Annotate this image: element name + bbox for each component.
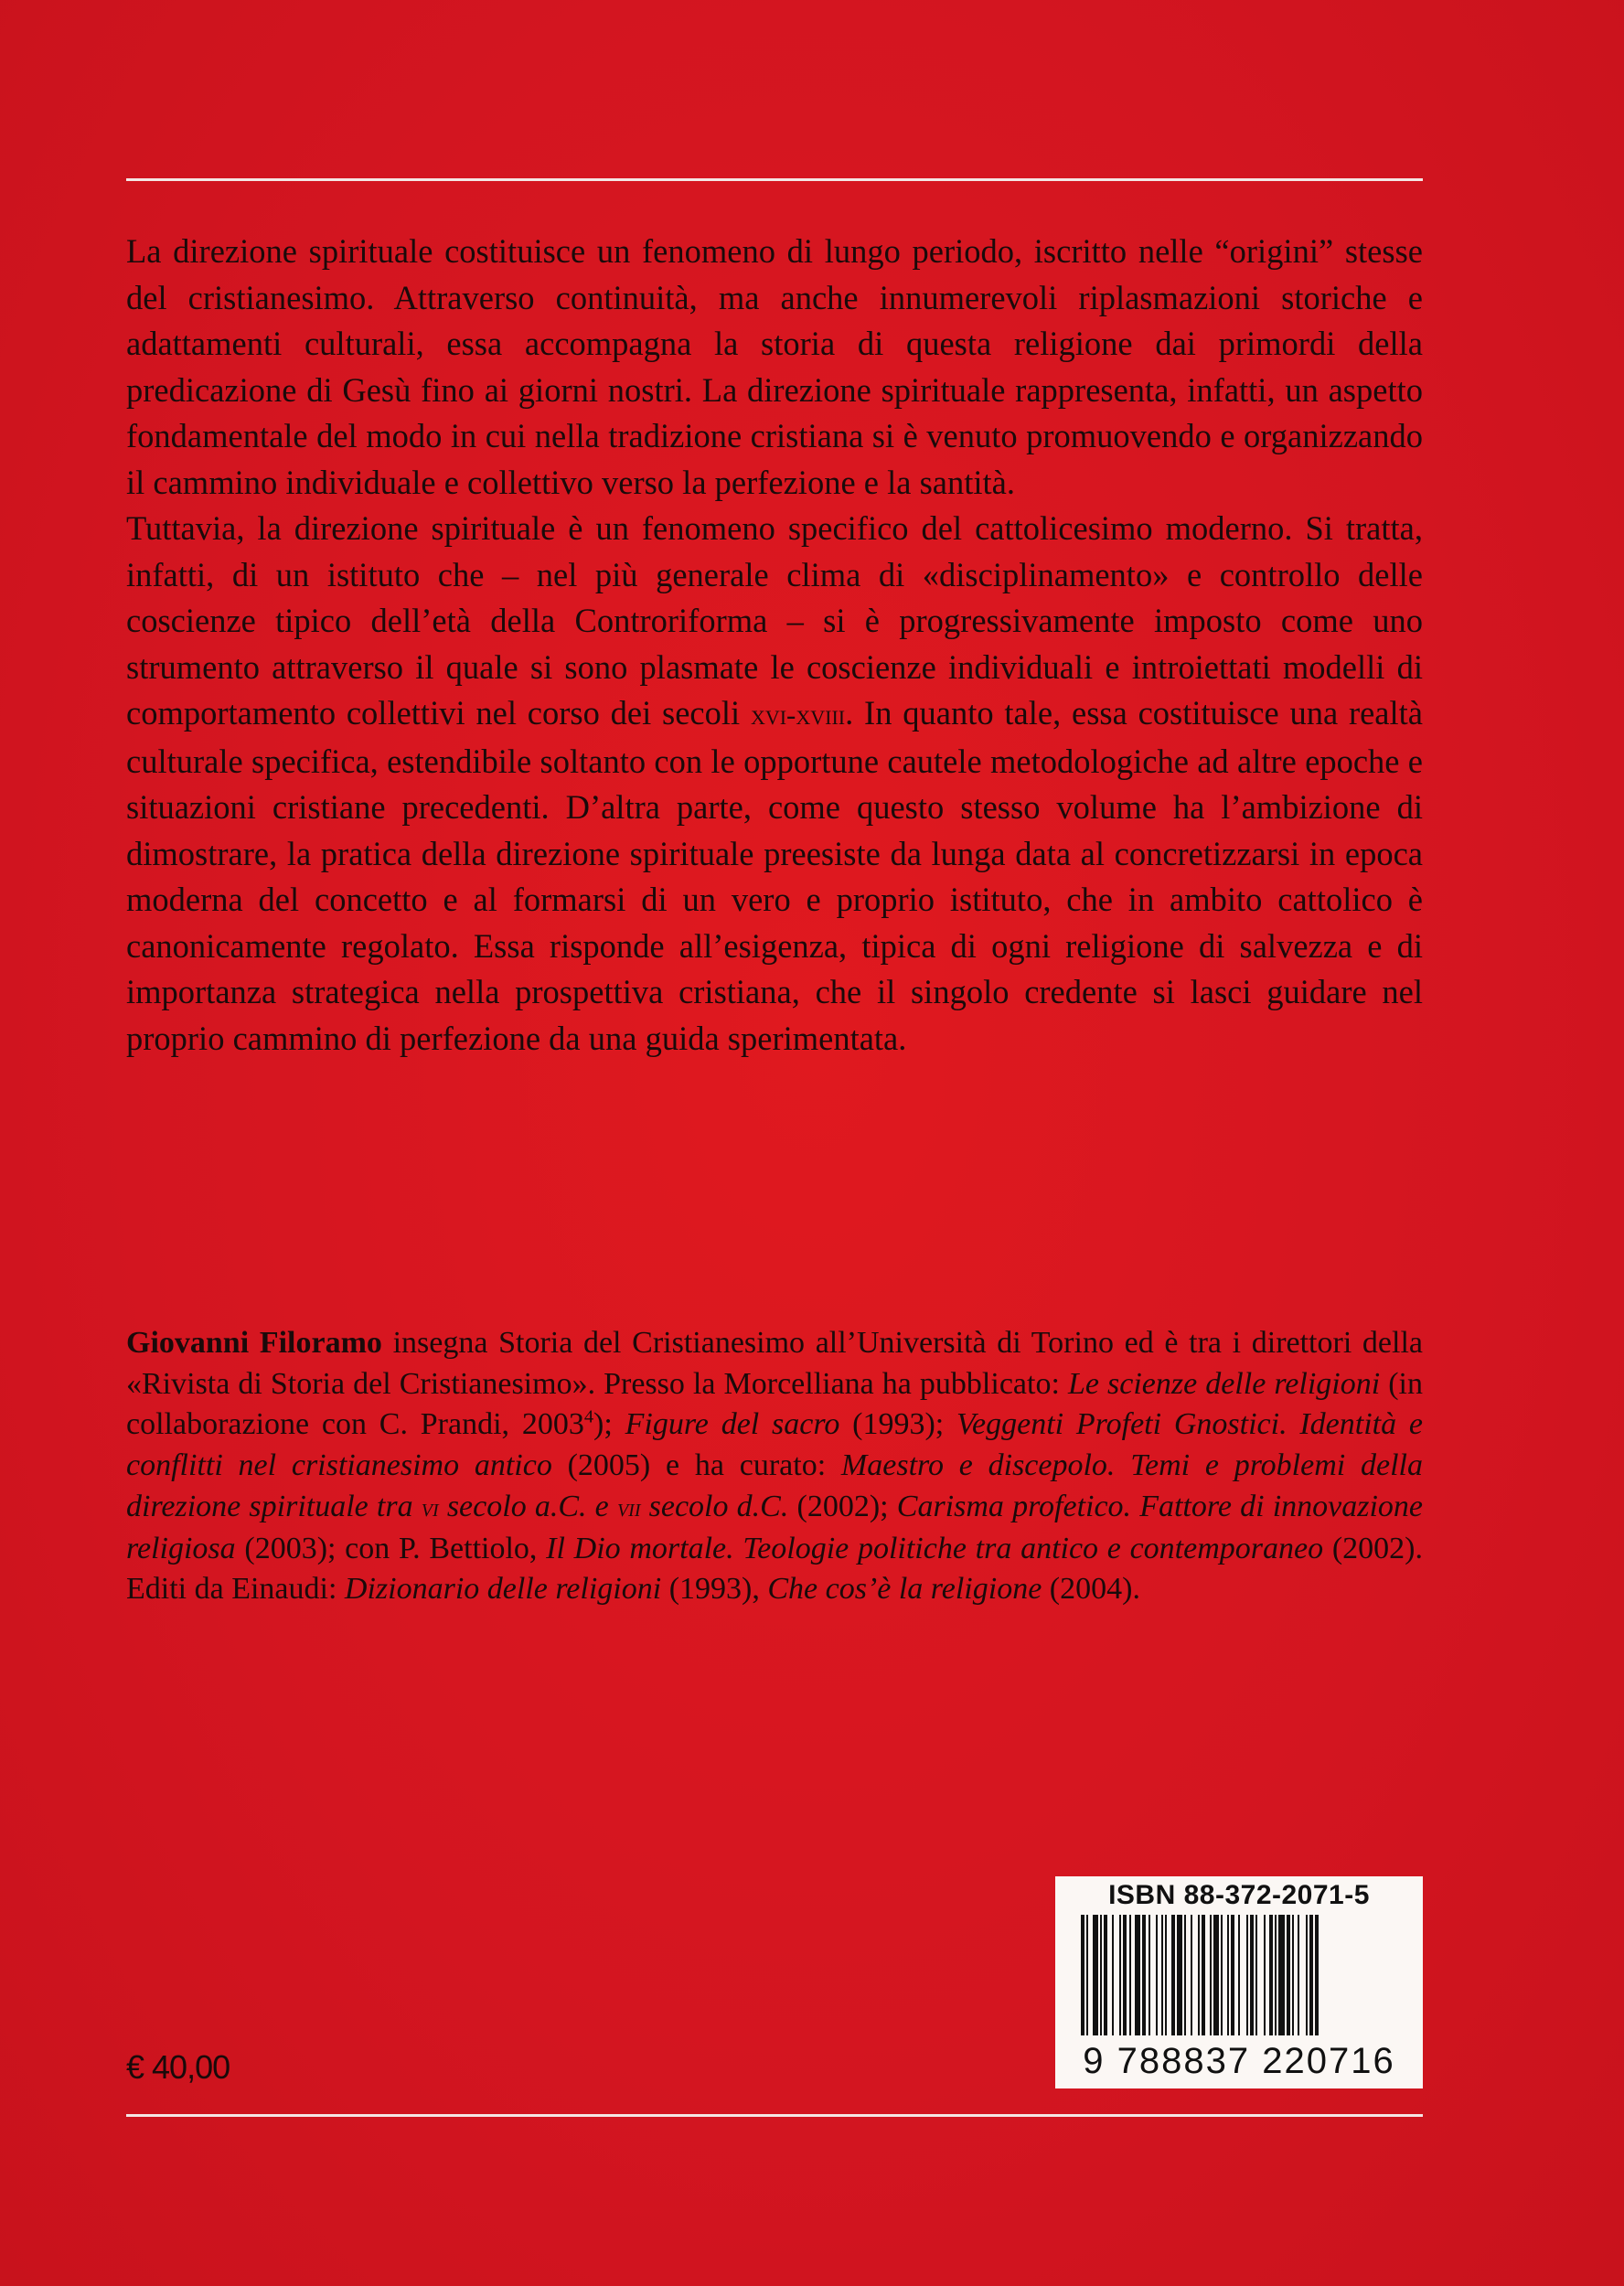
- barcode-bar: [1315, 1915, 1319, 2035]
- barcode-bar: [1093, 1915, 1098, 2035]
- barcode-bar: [1250, 1915, 1254, 2035]
- barcode-bar: [1104, 1915, 1107, 2035]
- barcode-bar: [1171, 1915, 1175, 2035]
- barcode-bar: [1278, 1915, 1284, 2035]
- barcode-bar: [1135, 1915, 1140, 2035]
- barcode-bar: [1264, 1915, 1266, 2035]
- barcode-bar: [1298, 1915, 1299, 2035]
- bio-text: insegna Storia del Cristianesimo all’Università di Torino ed è tra i direttori della «Rivista di Storia del Cristianesimo». Presso la Morcelliana ha pubblicato:: [126, 1326, 1424, 1401]
- century-label: vi: [421, 1492, 439, 1522]
- bio-text: (2005) e ha curato:: [551, 1448, 841, 1483]
- author-bio: [126, 1323, 1423, 1610]
- bio-text: (2004).: [1042, 1572, 1140, 1607]
- barcode-bar: [1123, 1915, 1127, 2035]
- book-title: Figure del sacro: [625, 1407, 840, 1442]
- barcode-bar: [1161, 1915, 1163, 2035]
- barcode-bar: [1081, 1915, 1084, 2035]
- barcode-bar: [1287, 1915, 1290, 2035]
- barcode-bar: [1231, 1915, 1234, 2035]
- top-rule: [126, 178, 1423, 181]
- barcode-bar: [1210, 1915, 1212, 2035]
- blurb-text: Tuttavia, la direzione spirituale è un fenomeno specifico del cattolicesimo moderno. Si tratta, infatti, di un istituto che – nel più generale clima di «disciplinamento» e controllo delle coscienze tipico dell’età della Controriforma – si è progressivamente imposto come uno strumento attraverso il quale si sono plasmate le coscienze individuali e introiettati modelli di comportamento collettivi nel corso dei secoli: [126, 509, 1423, 732]
- book-title-part: secolo d.C.: [640, 1489, 789, 1523]
- barcode-bar: [1213, 1915, 1219, 2035]
- book-title-part: secolo a.C. e: [438, 1489, 617, 1523]
- bottom-rule: [126, 2114, 1423, 2117]
- book-title: Carisma profetico. Fattore di innovazione religiosa: [126, 1489, 1424, 1565]
- barcode-bar: [1129, 1915, 1131, 2035]
- barcode-bar: [1275, 1915, 1277, 2035]
- bio-text: (1993),: [661, 1572, 768, 1607]
- bio-text: (in collaborazione con C. Prandi, 2003: [126, 1366, 1423, 1442]
- price-label: € 40,00: [126, 2048, 230, 2086]
- isbn-barcode: [1055, 1876, 1423, 2088]
- book-title: Le scienze delle religioni: [1067, 1366, 1381, 1401]
- edition-superscript: 4: [583, 1407, 594, 1428]
- barcode-bar: [1221, 1915, 1223, 2035]
- book-title-part: Maestro e discepolo. Temi e problemi della direzione spirituale tra: [126, 1448, 1423, 1523]
- author-name: Giovanni Filoramo: [126, 1326, 382, 1360]
- blurb-paragraph-2: [126, 506, 1423, 1062]
- book-title: Dizionario delle religioni: [344, 1572, 662, 1607]
- barcode-bar: [1309, 1915, 1313, 2035]
- bio-text: );: [593, 1407, 625, 1442]
- centuries-label: xvi-xviii: [750, 699, 846, 731]
- barcode-bar: [1100, 1915, 1102, 2035]
- barcode-bar: [1119, 1915, 1121, 2035]
- barcode-bar: [1086, 1915, 1088, 2035]
- barcode-bar: [1306, 1915, 1308, 2035]
- blurb-text: . In quanto tale, essa costituisce una realtà culturale specifica, estendibile soltanto con le opportune cautele metodologiche ad altre epoche e situazioni cristiane precedenti. D’altra parte, come questo stesso volume ha l’ambizione di dimostrare, la pratica della direzione spirituale preesiste da lunga data al concretizzarsi in epoca moderna del concetto e al formarsi di un vero e proprio istituto, che in ambito cattolico è canonicamente regolato. Essa risponde all’esigenza, tipica di ogni religione di salvezza e di importanza strategica nella prospettiva cristiana, che il singolo credente si lasci guidare nel proprio cammino di perfezione da una guida sperimentata.: [126, 694, 1423, 1057]
- barcode-bar: [1156, 1915, 1158, 2035]
- barcode-bar: [1198, 1915, 1200, 2035]
- barcode-bar: [1202, 1915, 1205, 2035]
- book-title: Veggenti Profeti Gnostici. Identità e conflitti nel cristianesimo antico: [126, 1407, 1423, 1483]
- back-cover-blurb: [126, 229, 1423, 1062]
- bio-text: (2003); con P. Bettiolo,: [235, 1531, 547, 1565]
- barcode-bar: [1191, 1915, 1192, 2035]
- book-title: Che cos’è la religione: [767, 1572, 1042, 1607]
- barcode-bar: [1184, 1915, 1186, 2035]
- ean-number: 9 788837 220716: [1083, 2041, 1395, 2081]
- barcode-bars: [1081, 1915, 1401, 2035]
- barcode-bar: [1227, 1915, 1229, 2035]
- bio-text: (1993);: [839, 1407, 957, 1442]
- bio-text: (2002). Editi da Einaudi:: [126, 1531, 1423, 1607]
- century-label: vii: [616, 1492, 641, 1522]
- barcode-bar: [1292, 1915, 1294, 2035]
- barcode-bar: [1238, 1915, 1240, 2035]
- barcode-bar: [1165, 1915, 1167, 2035]
- barcode-bar: [1142, 1915, 1146, 2035]
- book-title: Il Dio mortale. Teologie politiche tra antico e contemporaneo: [546, 1531, 1324, 1565]
- isbn-number: ISBN 88-372-2071-5: [1108, 1880, 1370, 1910]
- barcode-bar: [1269, 1915, 1273, 2035]
- blurb-paragraph-1: La direzione spirituale costituisce un fenomeno di lungo periodo, iscritto nelle “origini” stesse del cristianesimo. Attraverso continuità, ma anche innumerevoli riplasmazioni storiche e adattamenti culturali, essa accompagna la storia di questa religione dai primordi della predicazione di Gesù fino ai giorni nostri. La direzione spirituale rappresenta, infatti, un aspetto fondamentale del modo in cui nella tradizione cristiana si è venuto promuovendo e organizzando il cammino individuale e collettivo verso la perfezione e la santità.: [126, 232, 1423, 501]
- barcode-bar: [1246, 1915, 1248, 2035]
- barcode-bar: [1149, 1915, 1150, 2035]
- barcode-bar: [1255, 1915, 1257, 2035]
- barcode-bar: [1112, 1915, 1114, 2035]
- bio-text: (2002);: [788, 1489, 897, 1523]
- barcode-bar: [1177, 1915, 1182, 2035]
